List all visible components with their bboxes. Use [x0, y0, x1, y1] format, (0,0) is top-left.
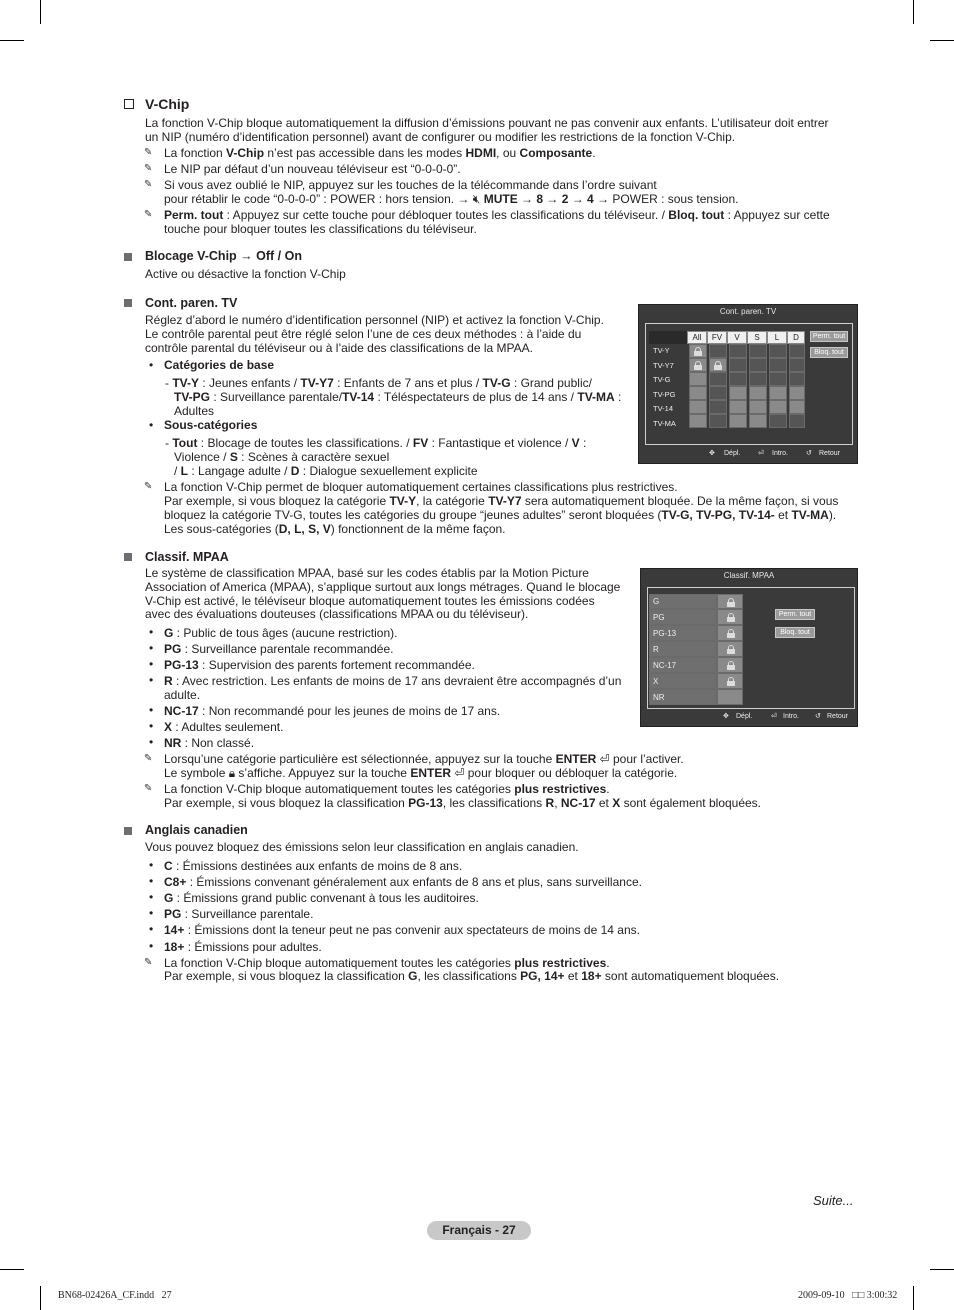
footer-intro: Intro. — [783, 713, 799, 720]
list-item: PG : Surveillance parentale recommandée. — [164, 642, 394, 656]
tv-corner-cell — [649, 331, 687, 344]
tv-row-label: TV-14 — [653, 404, 674, 413]
mpaa-row-label: X — [653, 677, 659, 686]
tv-cell[interactable] — [749, 386, 767, 400]
tv-cell[interactable] — [789, 400, 805, 414]
lock-icon — [727, 661, 735, 670]
note-text: Lorsqu’une catégorie particulière est sélectionnée, appuyez sur la touche ENTER ⏎ pour l’activer. — [164, 752, 684, 766]
bullet: • — [149, 922, 154, 936]
tv-cell[interactable] — [749, 358, 767, 372]
bullet: • — [149, 703, 154, 717]
mpaa-lock-cell[interactable] — [717, 641, 743, 657]
tv-cell[interactable] — [789, 414, 805, 428]
mpaa-lock-cell[interactable] — [717, 657, 743, 673]
mpaa-row[interactable] — [649, 641, 717, 657]
tv-cell[interactable] — [729, 372, 747, 386]
tv-col-header: All — [687, 331, 707, 344]
tv-col-header: L — [767, 331, 787, 344]
note-icon: ✎ — [144, 179, 153, 190]
list-item: NC-17 : Non recommandé pour les jeunes de moins de 17 ans. — [164, 704, 501, 718]
lock-icon — [727, 677, 735, 686]
body-text: Vous pouvez bloquez des émissions selon leur classification en anglais canadien. — [145, 840, 579, 854]
body-text: Réglez d’abord le numéro d’identification personnel (NIP) et activez la fonction V-Chip. — [145, 313, 604, 327]
mpaa-row[interactable] — [649, 689, 717, 705]
perm-tout-button[interactable]: Perm. tout — [810, 331, 848, 342]
body-text: contrôle parental du téléviseur ou à l’aide des classifications de la MPAA. — [145, 341, 533, 355]
note-icon: ✎ — [144, 147, 153, 158]
bullet: • — [149, 657, 154, 671]
lock-icon — [727, 645, 735, 654]
bullet: • — [149, 939, 154, 953]
page-number-badge: Français - 27 — [427, 1221, 531, 1240]
body-text: avec des évaluations douteuses (classifications MPAA ou du téléviseur). — [145, 607, 529, 621]
tv-row-label: TV-MA — [653, 419, 676, 428]
body-text: - Tout : Blocage de toutes les classifications. / FV : Fantastique et violence / V : — [165, 436, 587, 450]
note-text: La fonction V-Chip n’est pas accessible dans les modes HDMI, ou Composante. — [164, 146, 596, 160]
list-item: C : Émissions destinées aux enfants de moins de 8 ans. — [164, 859, 463, 873]
tv-cell[interactable] — [729, 358, 747, 372]
crop-mark — [0, 40, 24, 41]
square-bullet-icon — [124, 553, 132, 561]
tv-cell[interactable] — [709, 358, 727, 372]
tv-cell[interactable] — [789, 358, 805, 372]
note-text: La fonction V-Chip bloque automatiquement toutes les catégories plus restrictives. — [164, 782, 610, 796]
tv-cell[interactable] — [729, 386, 747, 400]
tv-row-label: TV-Y — [653, 346, 670, 355]
body-text: / L : Langage adulte / D : Dialogue sexuellement explicite — [174, 464, 478, 478]
mpaa-row-label: G — [653, 597, 660, 606]
tv-col-header: V — [727, 331, 747, 344]
bullet: • — [149, 673, 154, 687]
tv-cell[interactable] — [769, 386, 787, 400]
note-text: Par exemple, si vous bloquez la catégorie TV-Y, la catégorie TV-Y7 sera automatiquement bloquée. De la même façon, si vous — [164, 494, 839, 508]
note-text: Par exemple, si vous bloquez la classification G, les classifications PG, 14+ et 18+ sont automatiquement bloquées. — [164, 969, 780, 983]
mpaa-panel — [640, 568, 858, 727]
bullet: • — [149, 890, 154, 904]
move-icon: ✥ — [709, 450, 715, 457]
tv-cell[interactable] — [729, 344, 747, 358]
crop-mark — [913, 0, 914, 24]
body-text: Le contrôle parental peut être réglé selon l’une de ces deux méthodes : à l’aide du — [145, 327, 582, 341]
tv-cell[interactable] — [769, 358, 787, 372]
note-text: Perm. tout : Appuyez sur cette touche pour débloquer toutes les classifications du téléviseur. / Bloq. tout : Appuyez sur cette — [164, 208, 830, 222]
tv-parental-panel — [638, 304, 858, 464]
list-item: PG-13 : Supervision des parents fortement recommandée. — [164, 658, 475, 672]
crop-mark — [40, 1286, 41, 1310]
file-info: BN68-02426A_CF.indd 27 — [58, 1290, 172, 1301]
bullet: • — [149, 906, 154, 920]
note-text: Les sous-catégories (D, L, S, V) fonctionnent de la même façon. — [164, 522, 506, 536]
lock-icon: 🔒︎ — [228, 766, 236, 780]
tv-row-label: TV-PG — [653, 390, 676, 399]
subsection-title: Catégories de base — [164, 358, 275, 372]
subsection-title: Sous-catégories — [164, 418, 258, 432]
section-title-blocage: Blocage V-Chip → Off / On — [145, 249, 302, 263]
lock-icon — [727, 613, 735, 622]
section-title-vchip: V-Chip — [145, 96, 190, 112]
list-item: NR : Non classé. — [164, 736, 255, 750]
intro-line: La fonction V-Chip bloque automatiquement la diffusion d’émissions pouvant ne pas convenir aux enfants. L’utilisateur doit entrer — [145, 116, 829, 130]
checkbox-icon — [124, 99, 134, 109]
list-item: G : Public de tous âges (aucune restriction). — [164, 626, 398, 640]
body-text: TV-PG : Surveillance parentale/TV-14 : Téléspectateurs de plus de 14 ans / TV-MA : — [174, 390, 622, 404]
body-text: Association of America (MPAA), s’applique surtout aux longs métrages. Quand le blocage — [145, 580, 621, 594]
mpaa-row-label: PG — [653, 613, 665, 622]
perm-tout-button[interactable]: Perm. tout — [775, 609, 815, 620]
note-icon: ✎ — [144, 753, 153, 764]
mute-icon: 🔇︎ — [472, 192, 481, 206]
tv-cell[interactable] — [749, 414, 767, 428]
square-bullet-icon — [124, 299, 132, 307]
tv-cell[interactable] — [749, 344, 767, 358]
return-icon: ↺ — [815, 713, 821, 720]
body-text: V-Chip est activé, le téléviseur bloque automatiquement toutes les émissions codées — [145, 594, 595, 608]
list-item: X : Adultes seulement. — [164, 720, 284, 734]
lock-icon — [714, 361, 722, 370]
note-icon: ✎ — [144, 783, 153, 794]
body-text: Active ou désactive la fonction V-Chip — [145, 267, 346, 281]
tv-cell[interactable] — [709, 400, 727, 414]
tv-cell[interactable] — [789, 344, 805, 358]
list-item: adulte. — [164, 688, 201, 702]
tv-cell[interactable] — [709, 344, 727, 358]
crop-mark — [930, 40, 954, 41]
tv-cell[interactable] — [689, 372, 707, 386]
mpaa-row[interactable] — [649, 594, 717, 609]
mpaa-row[interactable] — [649, 673, 717, 689]
tv-col-header: D — [787, 331, 805, 344]
mpaa-row-label: R — [653, 645, 659, 654]
note-text: bloquez la catégorie TV-G, toutes les catégories du groupe “jeunes adultes” seront bloquées (TV-G, TV-PG, TV-14- et TV-MA). — [164, 508, 837, 522]
bloq-tout-button[interactable]: Bloq. tout — [810, 347, 848, 358]
footer-intro: Intro. — [772, 450, 788, 457]
square-bullet-icon — [124, 253, 132, 261]
tv-cell[interactable] — [689, 400, 707, 414]
list-item: R : Avec restriction. Les enfants de moins de 17 ans devraient être accompagnés d’un — [164, 674, 622, 688]
lock-icon — [727, 598, 735, 607]
mpaa-row[interactable] — [649, 657, 717, 673]
mpaa-lock-cell[interactable] — [717, 625, 743, 641]
tv-cell[interactable] — [749, 372, 767, 386]
intro-line: un NIP (numéro d’identification personnel) avant de configurer ou modifier les restrictions de la fonction V-Chip. — [145, 130, 736, 144]
crop-mark — [930, 1269, 954, 1270]
section-title-mpaa: Classif. MPAA — [145, 550, 229, 564]
square-bullet-icon — [124, 827, 132, 835]
list-item: 14+ : Émissions dont la teneur peut ne pas convenir aux spectateurs de moins de 14 ans. — [164, 923, 640, 937]
mpaa-lock-cell[interactable] — [717, 689, 743, 705]
note-icon: ✎ — [144, 163, 153, 174]
tv-cell[interactable] — [769, 344, 787, 358]
bullet: • — [149, 625, 154, 639]
footer-depl: Dépl. — [724, 450, 741, 457]
suite-link: Suite... — [813, 1193, 854, 1208]
mpaa-lock-cell[interactable] — [717, 609, 743, 625]
note-text: Le NIP par défaut d’un nouveau téléviseur est “0-0-0-0”. — [164, 162, 461, 176]
bloq-tout-button[interactable]: Bloq. tout — [775, 627, 815, 638]
tv-row-label: TV-Y7 — [653, 361, 674, 370]
mpaa-row-label: NC-17 — [653, 661, 677, 670]
tv-cell[interactable] — [749, 400, 767, 414]
tv-cell[interactable] — [769, 400, 787, 414]
return-icon: ↺ — [806, 450, 812, 457]
tv-cell[interactable] — [689, 414, 707, 428]
note-icon: ✎ — [144, 481, 153, 492]
enter-icon: ⏎ — [454, 766, 465, 780]
footer-depl: Dépl. — [736, 713, 753, 720]
tv-cell[interactable] — [709, 386, 727, 400]
bullet: • — [149, 874, 154, 888]
bullet: • — [149, 358, 154, 372]
tv-cell[interactable] — [769, 414, 787, 428]
mpaa-lock-cell[interactable] — [717, 594, 743, 609]
body-text: Adultes — [174, 404, 215, 418]
crop-mark — [0, 1269, 24, 1270]
list-item: G : Émissions grand public convenant à tous les auditoires. — [164, 891, 479, 905]
tv-cell[interactable] — [729, 414, 747, 428]
print-date: 2009-09-10 □□ 3:00:32 — [798, 1290, 898, 1301]
lock-icon — [727, 629, 735, 638]
tv-cell[interactable] — [709, 372, 727, 386]
note-text: Si vous avez oublié le NIP, appuyez sur les touches de la télécommande dans l’ordre suivant — [164, 178, 657, 192]
list-item: C8+ : Émissions convenant généralement aux enfants de 8 ans et plus, sans surveillance. — [164, 875, 642, 889]
enter-icon: ⏎ — [758, 450, 764, 457]
panel-title: Classif. MPAA — [723, 571, 775, 580]
tv-cell[interactable] — [789, 372, 805, 386]
tv-cell[interactable] — [709, 414, 727, 428]
note-text: pour rétablir le code “0-0-0-0” : POWER : hors tension. → 🔇︎ MUTE → 8 → 2 → 4 → POWER : sous tension. — [164, 192, 739, 206]
tv-col-header: S — [747, 331, 767, 344]
tv-cell[interactable] — [729, 400, 747, 414]
list-item: PG : Surveillance parentale. — [164, 907, 314, 921]
tv-cell[interactable] — [789, 386, 805, 400]
tv-row-label: TV-G — [653, 375, 671, 384]
body-text: - TV-Y : Jeunes enfants / TV-Y7 : Enfants de 7 ans et plus / TV-G : Grand public/ — [165, 376, 592, 390]
lock-icon — [694, 347, 702, 356]
tv-col-header: FV — [707, 331, 727, 344]
tv-cell[interactable] — [689, 344, 707, 358]
bullet: • — [149, 858, 154, 872]
footer-retour: Retour — [827, 713, 849, 720]
mpaa-row-label: PG-13 — [653, 629, 677, 638]
tv-cell[interactable] — [689, 386, 707, 400]
list-item: 18+ : Émissions pour adultes. — [164, 940, 322, 954]
bullet: • — [149, 735, 154, 749]
note-text: La fonction V-Chip permet de bloquer automatiquement certaines classifications plus restrictives. — [164, 480, 678, 494]
mpaa-row-label: NR — [653, 693, 665, 702]
crop-mark — [913, 1286, 914, 1310]
body-text: Le système de classification MPAA, basé sur les codes établis par la Motion Picture — [145, 566, 589, 580]
enter-icon: ⏎ — [599, 752, 610, 766]
tv-cell[interactable] — [769, 372, 787, 386]
tv-cell[interactable] — [689, 358, 707, 372]
section-title-contparen: Cont. paren. TV — [145, 296, 238, 310]
note-text: Par exemple, si vous bloquez la classification PG-13, les classifications R, NC-17 et X sont également bloquées. — [164, 796, 762, 810]
bullet: • — [149, 641, 154, 655]
mpaa-row[interactable] — [649, 625, 717, 641]
move-icon: ✥ — [723, 713, 729, 720]
mpaa-row[interactable] — [649, 609, 717, 625]
bullet: • — [149, 719, 154, 733]
note-text: touche pour bloquer toutes les classifications du téléviseur. — [164, 222, 477, 236]
note-icon: ✎ — [144, 209, 153, 220]
note-icon: ✎ — [144, 957, 153, 968]
panel-title: Cont. paren. TV — [719, 307, 777, 316]
crop-mark — [40, 0, 41, 24]
body-text: Violence / S : Scènes à caractère sexuel — [174, 450, 390, 464]
note-text: La fonction V-Chip bloque automatiquement toutes les catégories plus restrictives. — [164, 956, 610, 970]
mpaa-lock-cell[interactable] — [717, 673, 743, 689]
bullet: • — [149, 418, 154, 432]
footer-retour: Retour — [819, 450, 841, 457]
enter-icon: ⏎ — [771, 713, 777, 720]
note-text: Le symbole 🔒︎ s’affiche. Appuyez sur la touche ENTER ⏎ pour bloquer ou débloquer la catégorie. — [164, 766, 678, 780]
section-title-anglais: Anglais canadien — [145, 823, 248, 837]
lock-icon — [694, 361, 702, 370]
